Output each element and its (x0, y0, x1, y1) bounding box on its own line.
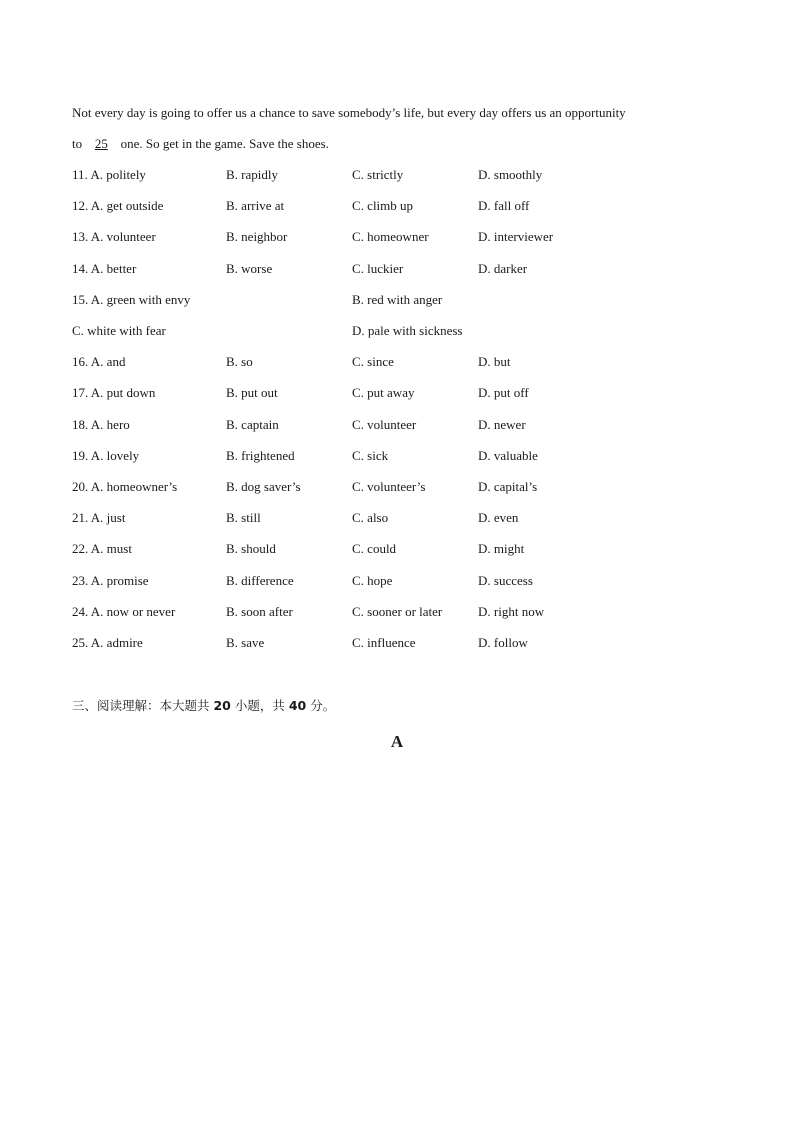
option-b: B. so (226, 354, 253, 369)
option-a: 19. A. lovely (72, 448, 140, 463)
option-c: C. put away (352, 385, 415, 400)
option-b: B. soon after (226, 604, 293, 619)
question-count: 20 (213, 698, 231, 713)
question-23 (0, 573, 794, 589)
passage-text-1: Not every day is going to offer us a chance to save somebody’s life, but every day offers us an opportunity (72, 105, 626, 120)
option-d: D. newer (478, 417, 526, 432)
question-25 (0, 635, 794, 651)
option-b: B. worse (226, 261, 273, 276)
passage-letter: A (390, 732, 404, 751)
option-b: B. captain (226, 417, 279, 432)
section-heading: 三、阅读理解：本大题共 20 小题，共 40 分。 (72, 698, 336, 713)
option-a: 17. A. put down (72, 385, 156, 400)
option-d: D. valuable (478, 448, 538, 463)
option-d: D. might (478, 541, 525, 556)
option-d: D. success (478, 573, 533, 588)
option-d: D. darker (478, 261, 528, 276)
question-20 (0, 479, 794, 495)
blank-25: 25 (94, 136, 108, 151)
option-c: C. influence (352, 635, 416, 650)
option-c: C. could (352, 541, 397, 556)
question-22 (0, 541, 794, 557)
option-b: B. should (226, 541, 276, 556)
passage-line-1 (72, 105, 626, 121)
option-c: C. sick (352, 448, 389, 463)
option-b: B. dog saver’s (226, 479, 301, 494)
option-a: 14. A. better (72, 261, 137, 276)
question-24 (0, 604, 794, 620)
question-18 (0, 417, 794, 433)
question-13 (0, 229, 794, 245)
option-a: 12. A. get outside (72, 198, 164, 213)
option-d: D. capital’s (478, 479, 538, 494)
question-15-row-1 (0, 292, 794, 308)
option-a: 25. A. admire (72, 635, 143, 650)
option-d: D. but (478, 354, 511, 369)
option-c: C. also (352, 510, 389, 525)
question-11 (0, 167, 794, 183)
option-a: 23. A. promise (72, 573, 149, 588)
option-a: 20. A. homeowner’s (72, 479, 178, 494)
passage-text-2-prefix: to (72, 136, 83, 151)
option-b: B. red with anger (352, 292, 443, 307)
total-points: 40 (288, 698, 307, 713)
option-b: B. rapidly (226, 167, 278, 182)
question-16 (0, 354, 794, 370)
question-14 (0, 261, 794, 277)
option-c: C. since (352, 354, 394, 369)
option-d: D. pale with sickness (352, 323, 463, 338)
option-d: D. put off (478, 385, 529, 400)
option-c: C. volunteer (352, 417, 417, 432)
option-d: D. interviewer (478, 229, 554, 244)
option-a: 11. A. politely (72, 167, 146, 182)
passage-line-2 (72, 136, 329, 152)
option-c: C. sooner or later (352, 604, 443, 619)
option-c: C. homeowner (352, 229, 429, 244)
option-b: B. difference (226, 573, 294, 588)
option-c: C. hope (352, 573, 393, 588)
option-b: B. still (226, 510, 261, 525)
question-12 (0, 198, 794, 214)
question-15-row-2 (0, 323, 794, 339)
question-17 (0, 385, 794, 401)
option-c: C. strictly (352, 167, 404, 182)
option-c: C. white with fear (72, 323, 166, 338)
option-c: C. volunteer’s (352, 479, 426, 494)
passage-text-2-suffix: one. So get in the game. Save the shoes. (120, 136, 329, 151)
option-b: B. save (226, 635, 265, 650)
option-b: B. neighbor (226, 229, 288, 244)
option-d: D. smoothly (478, 167, 543, 182)
option-c: C. climb up (352, 198, 414, 213)
option-a: 13. A. volunteer (72, 229, 156, 244)
option-a: 18. A. hero (72, 417, 130, 432)
option-b: B. frightened (226, 448, 295, 463)
option-d: D. even (478, 510, 519, 525)
option-b: B. arrive at (226, 198, 285, 213)
option-d: D. right now (478, 604, 545, 619)
question-19 (0, 448, 794, 464)
option-c: C. luckier (352, 261, 404, 276)
option-a: 21. A. just (72, 510, 126, 525)
option-a: 15. A. green with envy (72, 292, 191, 307)
option-a: 16. A. and (72, 354, 126, 369)
question-21 (0, 510, 794, 526)
option-b: B. put out (226, 385, 278, 400)
option-a: 24. A. now or never (72, 604, 176, 619)
option-d: D. follow (478, 635, 528, 650)
option-d: D. fall off (478, 198, 530, 213)
option-a: 22. A. must (72, 541, 132, 556)
